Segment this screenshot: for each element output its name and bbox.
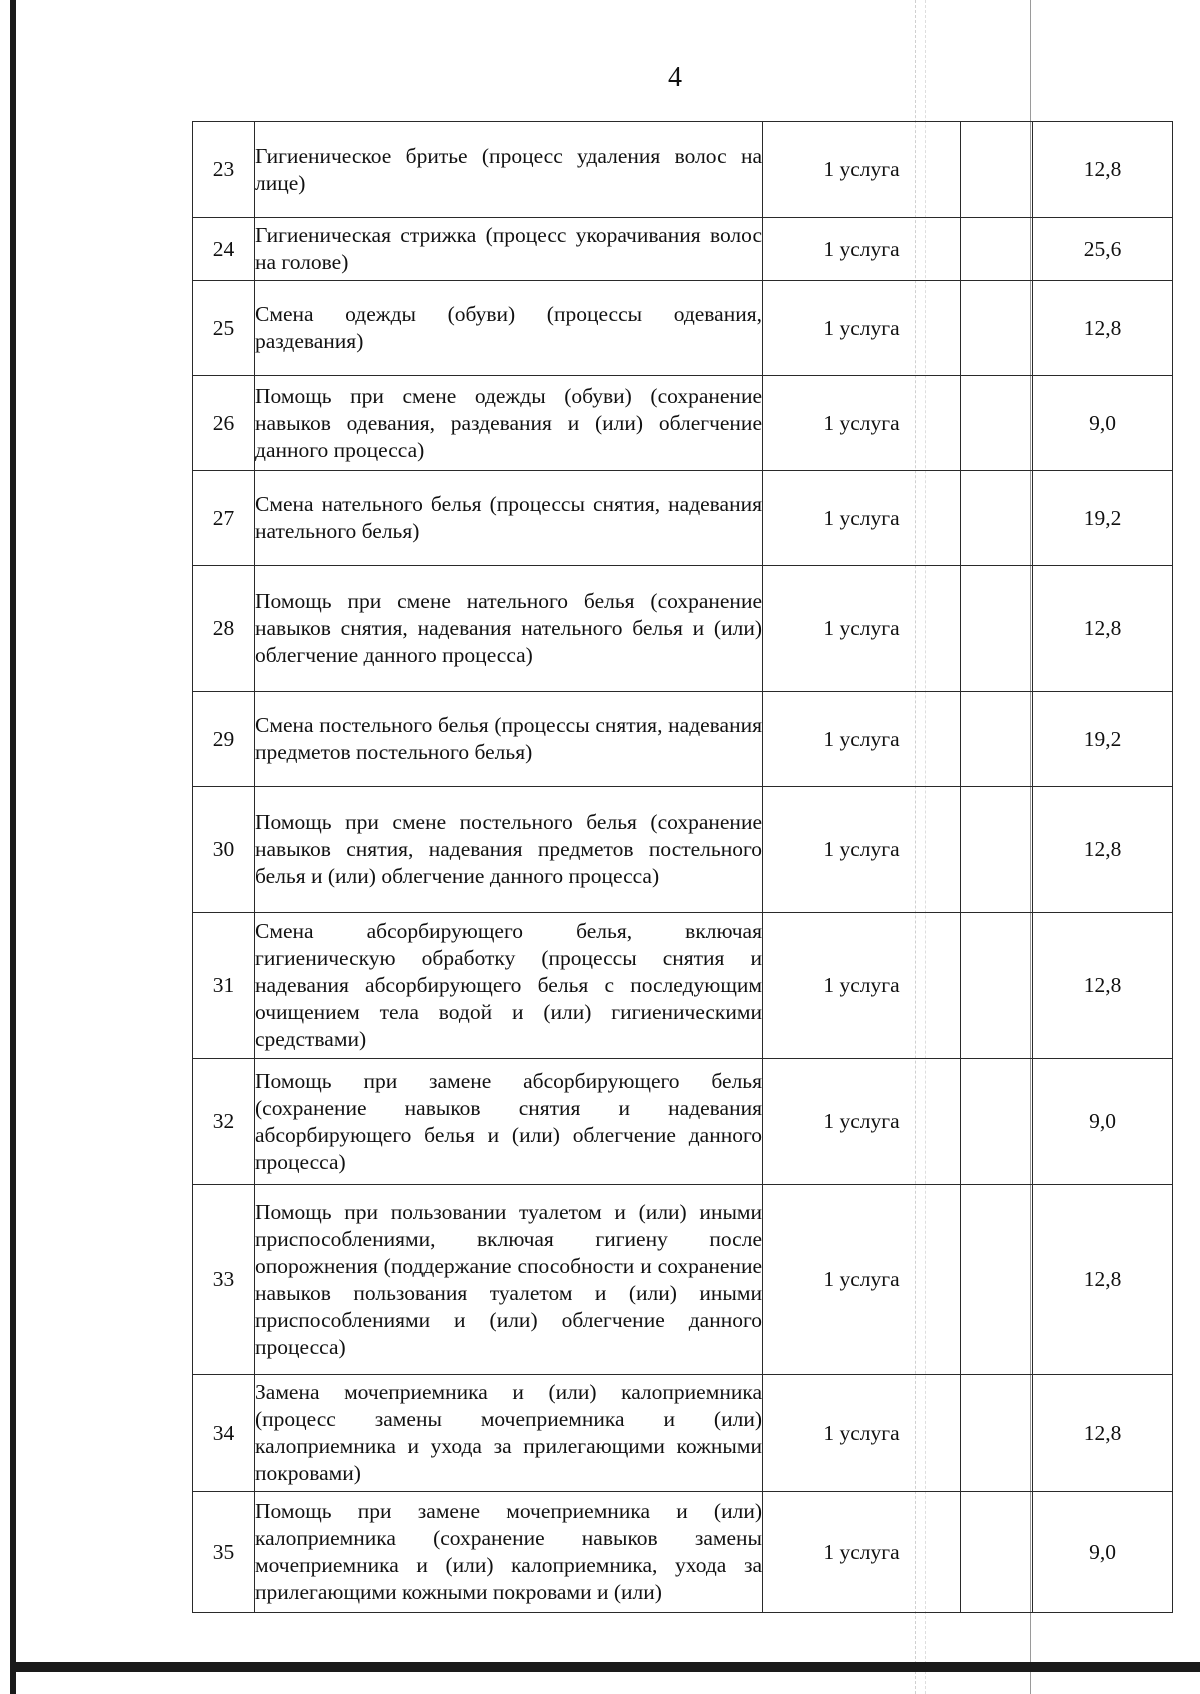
service-description: Смена абсорбирующего белья, включая гигиеническую обработку (процессы снятия и надевания абсорбирующего белья с последующим очищением тела водой и (или) гигиеническими средствами) xyxy=(255,913,763,1059)
unit-of-measure: 1 услуга xyxy=(763,913,961,1059)
table-row xyxy=(193,787,1173,913)
empty-cell xyxy=(961,471,1033,566)
unit-of-measure: 1 услуга xyxy=(763,566,961,692)
row-number: 33 xyxy=(193,1185,255,1375)
unit-of-measure: 1 услуга xyxy=(763,122,961,218)
unit-of-measure: 1 услуга xyxy=(763,787,961,913)
service-description: Гигиеническое бритье (процесс удаления волос на лице) xyxy=(255,122,763,218)
empty-cell xyxy=(961,913,1033,1059)
service-description: Смена одежды (обуви) (процессы одевания, раздевания) xyxy=(255,281,763,376)
table-row xyxy=(193,281,1173,376)
unit-of-measure: 1 услуга xyxy=(763,281,961,376)
empty-cell xyxy=(961,692,1033,787)
row-number: 26 xyxy=(193,376,255,471)
table-row xyxy=(193,566,1173,692)
empty-cell xyxy=(961,376,1033,471)
unit-of-measure: 1 услуга xyxy=(763,218,961,281)
norm-value: 12,8 xyxy=(1033,787,1173,913)
table-row xyxy=(193,1059,1173,1185)
service-description: Смена нательного белья (процессы снятия, надевания нательного белья) xyxy=(255,471,763,566)
norm-value: 9,0 xyxy=(1033,1492,1173,1613)
row-number: 32 xyxy=(193,1059,255,1185)
norm-value: 12,8 xyxy=(1033,566,1173,692)
service-description: Помощь при замене мочеприемника и (или) калоприемника (сохранение навыков замены мочеприемника и (или) калоприемника, ухода за прилегающими кожными покровами и (или) xyxy=(255,1492,763,1613)
norm-value: 19,2 xyxy=(1033,471,1173,566)
scan-bottom-border xyxy=(10,1662,1200,1672)
unit-of-measure: 1 услуга xyxy=(763,1492,961,1613)
unit-of-measure: 1 услуга xyxy=(763,376,961,471)
norm-value: 12,8 xyxy=(1033,1185,1173,1375)
service-description: Замена мочеприемника и (или) калоприемника (процесс замены мочеприемника и (или) калоприемника и ухода за прилегающими кожными покровами) xyxy=(255,1375,763,1492)
empty-cell xyxy=(961,566,1033,692)
norm-value: 12,8 xyxy=(1033,122,1173,218)
empty-cell xyxy=(961,1492,1033,1613)
row-number: 23 xyxy=(193,122,255,218)
page-number: 4 xyxy=(668,62,682,93)
row-number: 35 xyxy=(193,1492,255,1613)
empty-cell xyxy=(961,281,1033,376)
unit-of-measure: 1 услуга xyxy=(763,471,961,566)
unit-of-measure: 1 услуга xyxy=(763,1375,961,1492)
table-row xyxy=(193,218,1173,281)
norm-value: 9,0 xyxy=(1033,1059,1173,1185)
table-row xyxy=(193,471,1173,566)
service-description: Помощь при замене абсорбирующего белья (сохранение навыков снятия и надевания абсорбирующего белья и (или) облегчение данного процесса) xyxy=(255,1059,763,1185)
service-description: Помощь при смене нательного белья (сохранение навыков снятия, надевания нательного белья и (или) облегчение данного процесса) xyxy=(255,566,763,692)
empty-cell xyxy=(961,787,1033,913)
empty-cell xyxy=(961,1375,1033,1492)
table-row xyxy=(193,692,1173,787)
norm-value: 12,8 xyxy=(1033,281,1173,376)
service-description: Помощь при пользовании туалетом и (или) иными приспособлениями, включая гигиену после опорожнения (поддержание способности и сохранение навыков пользования туалетом и (или) иными приспособлениями и (или) облегчение данного процесса) xyxy=(255,1185,763,1375)
scan-left-border xyxy=(10,0,16,1694)
row-number: 25 xyxy=(193,281,255,376)
unit-of-measure: 1 услуга xyxy=(763,1185,961,1375)
table-row xyxy=(193,1492,1173,1613)
service-description: Смена постельного белья (процессы снятия, надевания предметов постельного белья) xyxy=(255,692,763,787)
table-row xyxy=(193,376,1173,471)
row-number: 27 xyxy=(193,471,255,566)
row-number: 31 xyxy=(193,913,255,1059)
empty-cell xyxy=(961,122,1033,218)
norm-value: 12,8 xyxy=(1033,913,1173,1059)
row-number: 28 xyxy=(193,566,255,692)
empty-cell xyxy=(961,1059,1033,1185)
row-number: 24 xyxy=(193,218,255,281)
unit-of-measure: 1 услуга xyxy=(763,1059,961,1185)
service-description: Помощь при смене постельного белья (сохранение навыков снятия, надевания предметов постельного белья и (или) облегчение данного процесса) xyxy=(255,787,763,913)
table-row xyxy=(193,913,1173,1059)
norm-value: 12,8 xyxy=(1033,1375,1173,1492)
row-number: 30 xyxy=(193,787,255,913)
services-table xyxy=(192,121,1173,1613)
norm-value: 9,0 xyxy=(1033,376,1173,471)
norm-value: 25,6 xyxy=(1033,218,1173,281)
service-description: Гигиеническая стрижка (процесс укорачивания волос на голове) xyxy=(255,218,763,281)
service-description: Помощь при смене одежды (обуви) (сохранение навыков одевания, раздевания и (или) облегчение данного процесса) xyxy=(255,376,763,471)
table-row xyxy=(193,1185,1173,1375)
row-number: 29 xyxy=(193,692,255,787)
empty-cell xyxy=(961,1185,1033,1375)
row-number: 34 xyxy=(193,1375,255,1492)
table-row xyxy=(193,1375,1173,1492)
table-row xyxy=(193,122,1173,218)
norm-value: 19,2 xyxy=(1033,692,1173,787)
unit-of-measure: 1 услуга xyxy=(763,692,961,787)
empty-cell xyxy=(961,218,1033,281)
